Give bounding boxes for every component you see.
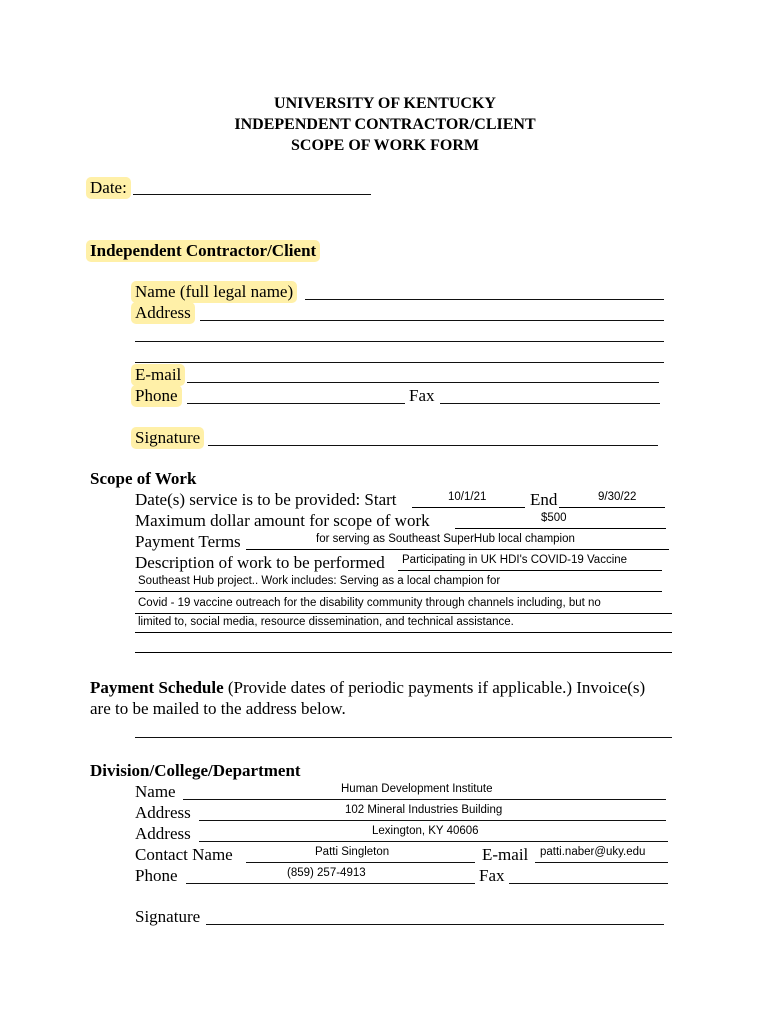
payment-terms-field[interactable] (246, 549, 669, 550)
end-date-field[interactable] (559, 507, 665, 508)
form-title-line2: INDEPENDENT CONTRACTOR/CLIENT (234, 116, 536, 133)
division-name-value: Human Development Institute (341, 783, 493, 795)
description-field-1[interactable] (398, 570, 662, 571)
date-field[interactable] (133, 194, 371, 195)
payment-terms-label: Payment Terms (135, 532, 241, 551)
max-amount-value: $500 (541, 512, 567, 524)
description-line-3: Covid - 19 vaccine outreach for the disability community through channels including, but no (138, 597, 601, 609)
max-amount-label: Maximum dollar amount for scope of work (135, 511, 430, 530)
description-field-2[interactable] (135, 591, 662, 592)
contractor-phone-label: Phone (131, 385, 182, 407)
description-field-5[interactable] (135, 652, 672, 653)
contractor-email-label: E-mail (131, 364, 185, 386)
contractor-phone-field[interactable] (187, 403, 405, 404)
contractor-email-field[interactable] (187, 382, 659, 383)
division-email-value: patti.naber@uky.edu (540, 846, 646, 858)
contractor-address-label: Address (131, 302, 195, 324)
description-line-2: Southeast Hub project.. Work includes: Serving as a local champion for (138, 575, 501, 587)
contractor-fax-field[interactable] (440, 403, 660, 404)
start-date-value: 10/1/21 (448, 491, 487, 503)
division-address-field-1[interactable] (199, 820, 666, 821)
date-label: Date: (86, 177, 131, 199)
payment-schedule-text (90, 678, 645, 698)
contractor-fax-label: Fax (409, 386, 435, 405)
division-name-field[interactable] (183, 799, 666, 800)
division-contact-label: Contact Name (135, 845, 233, 864)
contractor-signature-label: Signature (131, 427, 204, 449)
division-address-field-2[interactable] (199, 841, 668, 842)
end-date-label: End (530, 490, 558, 509)
contractor-heading: Independent Contractor/Client (86, 240, 320, 262)
division-fax-field[interactable] (509, 883, 668, 884)
division-contact-value: Patti Singleton (315, 846, 390, 858)
form-title-line1: UNIVERSITY OF KENTUCKY (274, 95, 496, 112)
service-dates-label: Date(s) service is to be provided: Start (135, 490, 397, 509)
description-line-4: limited to, social media, resource dissemination, and technical assistance. (138, 616, 514, 628)
division-email-label: E-mail (482, 845, 529, 864)
division-address-value-1: 102 Mineral Industries Building (345, 804, 503, 816)
payment-schedule-note: (Provide dates of periodic payments if applicable.) Invoice(s) (223, 678, 646, 697)
division-heading: Division/College/Department (90, 761, 301, 780)
division-fax-label: Fax (479, 866, 505, 885)
division-signature-label: Signature (135, 907, 201, 926)
description-label: Description of work to be performed (135, 553, 385, 572)
division-address-label-1: Address (135, 803, 191, 822)
division-phone-value: (859) 257-4913 (287, 867, 366, 879)
payment-terms-value: for serving as Southeast SuperHub local champion (316, 533, 575, 545)
payment-schedule-field[interactable] (135, 737, 672, 738)
division-phone-field[interactable] (186, 883, 475, 884)
contractor-name-field[interactable] (305, 299, 664, 300)
contractor-signature-field[interactable] (208, 445, 658, 446)
description-field-4[interactable] (135, 632, 672, 633)
division-phone-label: Phone (135, 866, 178, 885)
payment-schedule-note-2: are to be mailed to the address below. (90, 699, 346, 718)
description-line-1: Participating in UK HDI's COVID-19 Vaccine (402, 554, 628, 566)
form-title-line3: SCOPE OF WORK FORM (291, 137, 479, 154)
division-address-label-2: Address (135, 824, 191, 843)
description-field-3[interactable] (135, 613, 672, 614)
division-email-field[interactable] (535, 862, 668, 863)
end-date-value: 9/30/22 (598, 491, 637, 503)
payment-schedule-heading: Payment Schedule (90, 678, 224, 697)
max-amount-field[interactable] (455, 528, 666, 529)
contractor-address-field-1[interactable] (200, 320, 664, 321)
division-name-label: Name (135, 782, 176, 801)
contractor-name-label: Name (full legal name) (131, 281, 297, 303)
contractor-address-field-3[interactable] (135, 362, 664, 363)
scope-heading: Scope of Work (90, 469, 197, 488)
start-date-field[interactable] (412, 507, 525, 508)
division-contact-field[interactable] (246, 862, 475, 863)
division-address-value-2: Lexington, KY 40606 (372, 825, 479, 837)
contractor-address-field-2[interactable] (135, 341, 664, 342)
division-signature-field[interactable] (206, 924, 664, 925)
